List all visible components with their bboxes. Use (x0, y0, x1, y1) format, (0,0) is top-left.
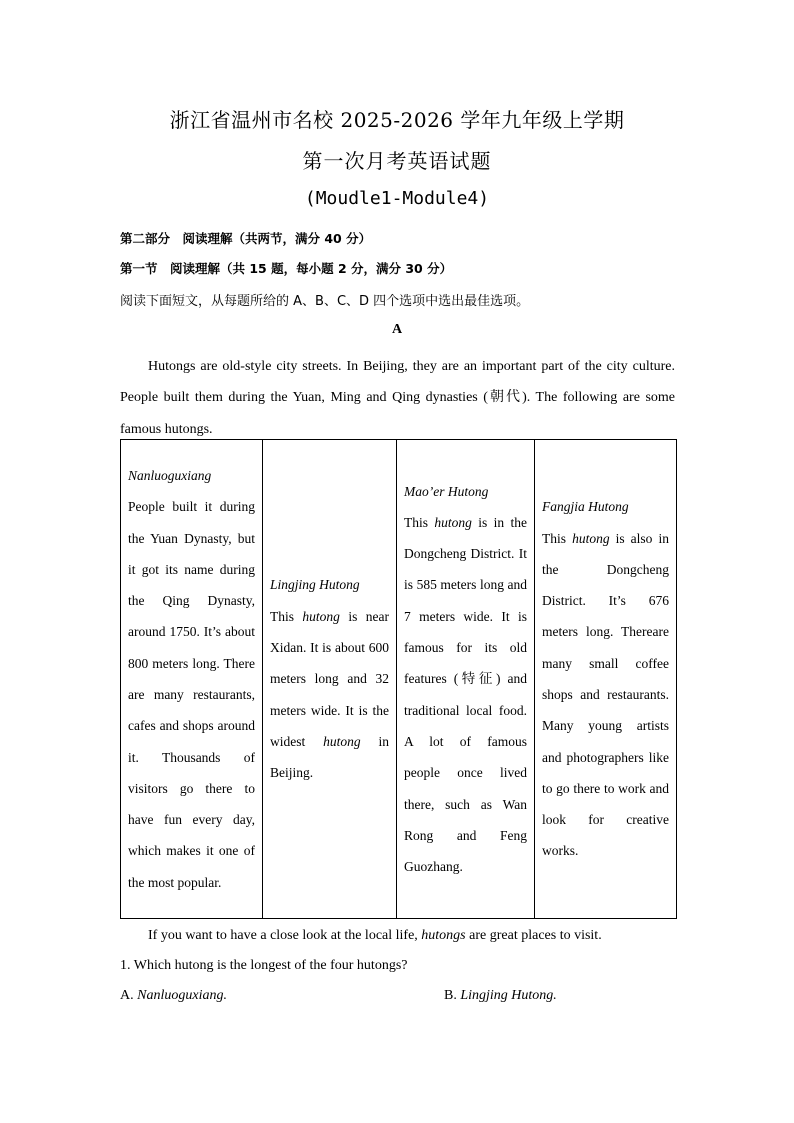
question-stem: 1. Which hutong is the longest of the four hutongs? (120, 958, 408, 973)
hutong-description: People built it during the Yuan Dynasty, but it got its name during the Qing Dynasty, around 1750. It’s about 800 meters long. There are many restaurants, cafes and shops around it. Thousands of visitors go there to have fun every day, which makes it one of the most popular. (128, 499, 255, 890)
hutong-description: This hutong is in the Dongcheng District. It is 585 meters long and 7 meters wide. It is famous for its old features (特征) and traditional local food. A lot of famous people once lived there, such as Wan Rong and Feng Guozhang. (404, 514, 527, 875)
passage-intro: Hutongs are old-style city streets. In Beijing, they are an important part of the city culture. People built them during the Yuan, Ming and Qing dynasties (朝代). The following are some famous hutongs. (120, 359, 675, 437)
passage-conclusion: If you want to have a close look at the local life, hutongs are great places to visit. (148, 928, 602, 943)
hutong-cell-maoer (397, 440, 535, 919)
hutong-name: Nanluoguxiang (128, 467, 212, 483)
table-row (121, 440, 677, 919)
hutong-name: Lingjing Hutong (270, 577, 360, 593)
hutong-description: This hutong is near Xidan. It is about 600 meters long and 32 meters wide. It is the widest hutong in Beijing. (270, 608, 389, 781)
hutong-name: Fangjia Hutong (542, 499, 629, 515)
hutong-cell-nanluoguxiang (121, 440, 263, 919)
section-heading: 第一节 阅读理解（共 15 题，每小题 2 分，满分 30 分） (120, 261, 453, 276)
hutong-cell-fangjia (535, 440, 677, 919)
passage-letter: A (391, 322, 403, 337)
hutong-table (120, 439, 677, 919)
exam-title-line1: 浙江省温州市名校 2025-2026 学年九年级上学期 (169, 108, 625, 132)
hutong-description: This hutong is also in the Dongcheng District. It’s 676 meters long. Thereare many small coffee shops and restaurants. Many young artists and photographers like to go there to work and look for creative works. (542, 530, 669, 859)
option-a[interactable]: A. Nanluoguxiang. (120, 988, 227, 1003)
instruction-text: 阅读下面短文，从每题所给的 A、B、C、D 四个选项中选出最佳选项。 (120, 294, 530, 309)
hutong-name: Mao’er Hutong (404, 483, 489, 499)
option-b[interactable]: B. Lingjing Hutong. (444, 988, 557, 1003)
part-heading: 第二部分 阅读理解（共两节，满分 40 分） (120, 231, 372, 246)
hutong-cell-lingjing (263, 440, 397, 919)
exam-title-line2: 第一次月考英语试题 (302, 149, 492, 173)
exam-title-line3: (Moudle1-Module4) (304, 188, 490, 209)
